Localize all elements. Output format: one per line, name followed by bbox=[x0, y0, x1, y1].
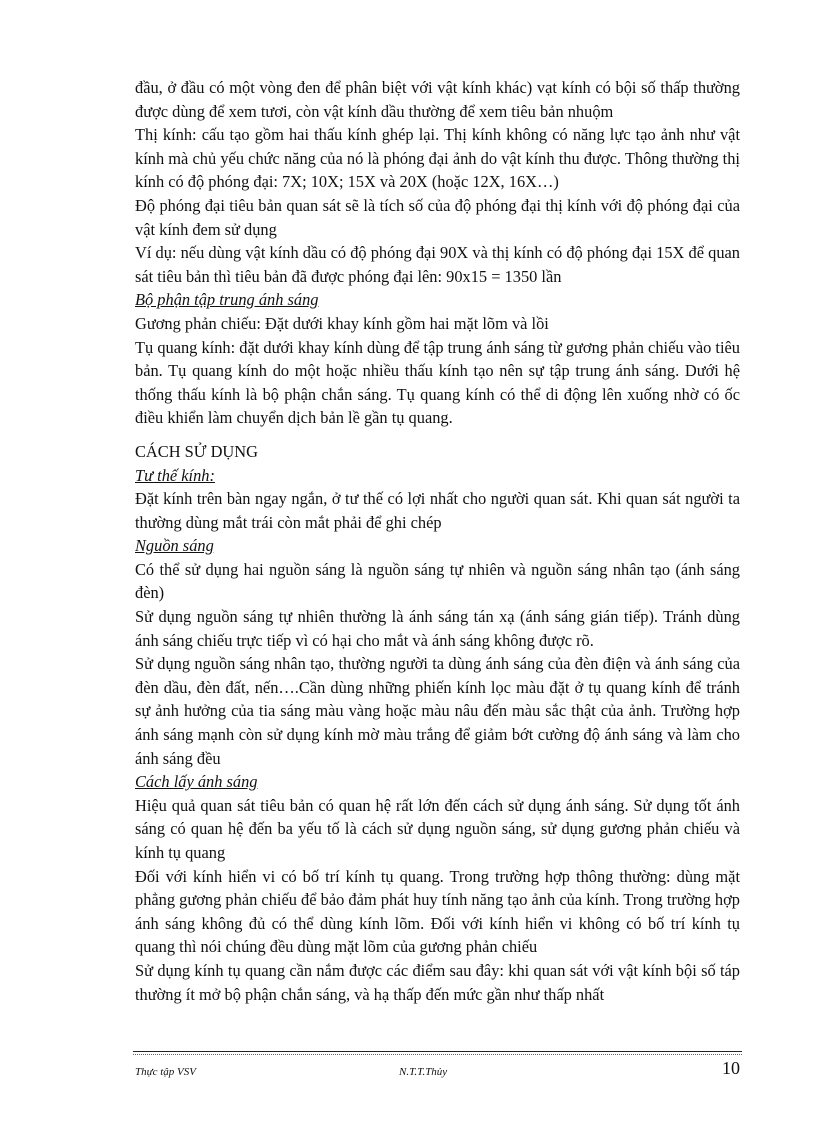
paragraph: đầu, ở đầu có một vòng đen để phân biệt với vật kính khác) vạt kính có bội số thấp thường được dùng để xem tươi, còn vật kính dầu thường để xem tiêu bản nhuộm bbox=[135, 78, 740, 121]
section-title: CÁCH SỬ DỤNG bbox=[135, 441, 258, 461]
paragraph: Gương phản chiếu: Đặt dưới khay kính gồm hai mặt lõm và lồi bbox=[135, 313, 549, 333]
paragraph: Thị kính: cấu tạo gồm hai thấu kính ghép lại. Thị kính không có năng lực tạo ảnh như vật kính mà chủ yếu chức năng của nó là phóng đại ảnh do vật kính thu được. Thông thường thị kính có độ phóng đại: 7X; 10X; 15X và 20X (hoặc 12X, 16X…) bbox=[135, 125, 740, 192]
paragraph: Có thể sử dụng hai nguồn sáng là nguồn sáng tự nhiên và nguồn sáng nhân tạo (ánh sáng đèn) bbox=[135, 559, 740, 603]
footer-course-title: Thực tập VSV bbox=[135, 1066, 196, 1078]
paragraph: Độ phóng đại tiêu bản quan sát sẽ là tích số của độ phóng đại thị kính với độ phóng đại của vật kính đem sử dụng bbox=[135, 195, 740, 239]
footer-author: N.T.T.Thủy bbox=[399, 1066, 448, 1078]
footer-rule bbox=[133, 1051, 742, 1052]
subheading: Bộ phận tập trung ánh sáng bbox=[135, 290, 319, 310]
paragraph: Tụ quang kính: đặt dưới khay kính dùng để tập trung ánh sáng từ gương phản chiếu vào tiêu bản. Tụ quang kính do một hoặc nhiều thấu kính tạo nên sự tập trung ánh sáng. Dưới hệ thống thấu kính là bộ phận chắn sáng. Tụ quang kính có thể di động lên xuống nhờ có ốc điều khiển làm chuyển dịch bản lề gần tụ quang. bbox=[135, 337, 740, 428]
subheading: Tư thế kính: bbox=[135, 465, 215, 485]
paragraph: Hiệu quả quan sát tiêu bản có quan hệ rất lớn đến cách sử dụng ánh sáng. Sử dụng tốt ánh sáng có quan hệ đến ba yếu tố là cách sử dụng nguồn sáng, sử dụng gương phản chiếu và kính tụ quang bbox=[135, 795, 740, 862]
paragraph: Sử dụng kính tụ quang cần nắm được các điểm sau đây: khi quan sát với vật kính bội số táp thường ít mở bộ phận chắn sáng, và hạ thấp đến mức gần như thấp nhất bbox=[135, 960, 740, 1004]
paragraph: Đối với kính hiển vi có bố trí kính tụ quang. Trong trường hợp thông thường: dùng mặt phẳng gương phản chiếu để bảo đảm phát huy tính năng tạo ảnh của kính. Trong trường hợp ánh sáng không đủ có thể dùng kính lõm. Đối với kính hiển vi không có bố trí kính tụ quang thì nói chúng đều dùng mặt lõm của gương phản chiếu bbox=[135, 866, 740, 957]
paragraph: Sử dụng nguồn sáng tự nhiên thường là ánh sáng tán xạ (ánh sáng gián tiếp). Tránh dùng ánh sáng chiếu trực tiếp vì có hại cho mắt và ánh sáng không được rõ. bbox=[135, 607, 740, 650]
paragraph: Sử dụng nguồn sáng nhân tạo, thường người ta dùng ánh sáng của đèn điện và ánh sáng của đèn dầu, đèn đất, nến….Cần dùng những phiến kính lọc màu đặt ở tụ quang kính để tránh sự ảnh hưởng của tia sáng màu vàng hoặc màu nâu đến màu sắc thật của ảnh. Trường hợp ánh sáng mạnh còn sử dụng kính mờ màu trắng để giảm bớt cường độ ánh sáng và làm cho ánh sáng đều bbox=[135, 654, 740, 768]
paragraph: Đặt kính trên bàn ngay ngắn, ở tư thế có lợi nhất cho người quan sát. Khi quan sát người ta thường dùng mắt trái còn mắt phải để ghi chép bbox=[135, 489, 740, 532]
page-number: 10 bbox=[722, 1058, 740, 1078]
document-body bbox=[135, 76, 740, 1006]
footer-rule-dotted bbox=[133, 1054, 742, 1055]
paragraph: Ví dụ: nếu dùng vật kính dầu có độ phóng đại 90X và thị kính có độ phóng đại 15X để quan sát tiêu bản thì tiêu bản đã được phóng đại lên: 90x15 = 1350 lần bbox=[135, 243, 740, 286]
page-footer bbox=[135, 1058, 740, 1086]
subheading: Cách lấy ánh sáng bbox=[135, 772, 258, 792]
subheading: Nguồn sáng bbox=[135, 536, 214, 556]
